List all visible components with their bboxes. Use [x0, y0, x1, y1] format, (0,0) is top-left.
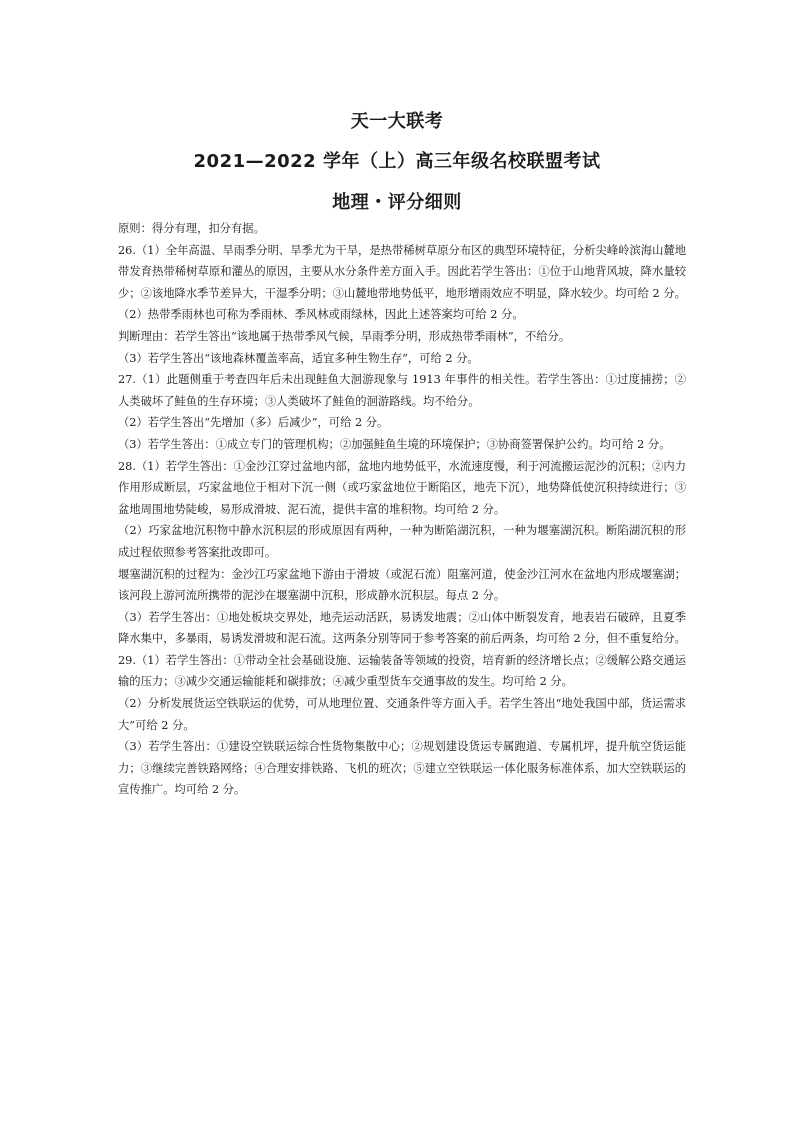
paragraph-q27-1: 27.（1）此题侧重于考查四年后未出现鲑鱼大洄游现象与 1913 年事件的相关性。若学生答出：①过度捕捞；②人类破坏了鲑鱼的生存环境；③人类破坏了鲑鱼的洄游路线。均不给分。 [118, 373, 686, 408]
paragraph-q29-2: （2）分析发展货运空铁联运的优势，可从地理位置、交通条件等方面入手。若学生答出“地处我国中部，货运需求大”可给 2 分。 [118, 697, 686, 732]
paragraph-q27-3: （3）若学生答出：①成立专门的管理机构；②加强鲑鱼生境的环境保护；③协商签署保护公约。均可给 2 分。 [118, 437, 671, 451]
paragraph-q26-1: 26.（1）全年高温、旱雨季分明、旱季尤为干旱，是热带稀树草原分布区的典型环境特征，分析尖峰岭滨海山麓地带发育热带稀树草原和灌丛的原因，主要从水分条件差方面入手。因此若学生答出：①位于山地背风坡，降水量较少；②该地降水季节差异大，干湿季分明；③山麓地带地势低平，地形增雨效应不明显，降水较少。均可给 2 分。 [118, 243, 686, 300]
paragraph-q27-2: （2）若学生答出“先增加（多）后减少”，可给 2 分。 [118, 416, 389, 430]
paragraph-q28-2-process: 堰塞湖沉积的过程为：金沙江巧家盆地下游由于滑坡（或泥石流）阻塞河道，使金沙江河水在盆地内形成堰塞湖；该河段上游河流所携带的泥沙在堰塞湖中沉积，形成静水沉积层。每点 2 分。 [118, 567, 686, 603]
paragraph-q28-3: （3）若学生答出：①地处板块交界处，地壳运动活跃，易诱发地震；②山体中断裂发育，地表岩石破碎，且夏季降水集中，多暴雨，易诱发滑坡和泥石流。这两条分别等同于参考答案的前后两条，均可给 2 分，但不重复给分。 [118, 610, 686, 646]
subject-title: 地理・评分细则 [332, 192, 462, 213]
paragraph-q26-3: （3）若学生答出“该地森林覆盖率高，适宜多种生物生存”，可给 2 分。 [118, 351, 479, 365]
paragraph-q29-1: 29.（1）若学生答出：①带动全社会基础设施、运输装备等领域的投资，培育新的经济增长点；②缓解公路交通运输的压力；③减少交通运输能耗和碳排放；④减少重型货车交通事故的发生。均可给 2 分。 [118, 653, 686, 689]
document-body [118, 218, 686, 801]
paragraph-q26-2-reason: 判断理由：若学生答出“该地属于热带季风气候，旱雨季分明，形成热带季雨林”，不给分。 [118, 329, 571, 343]
paragraph-principle: 原则：得分有理，扣分有据。 [118, 222, 265, 235]
paragraph-q26-2: （2）热带季雨林也可称为季雨林、季风林或雨绿林，因此上述答案均可给 2 分。 [118, 308, 524, 322]
exam-organizer-title: 天一大联考 [350, 111, 444, 132]
paragraph-q28-2: （2）巧家盆地沉积物中静水沉积层的形成原因有两种，一种为断陷湖沉积，一种为堰塞湖沉积。断陷湖沉积的形成过程依照参考答案批改即可。 [118, 524, 686, 559]
paragraph-q29-3: （3）若学生答出：①建设空铁联运综合性货物集散中心；②规划建设货运专属跑道、专属机坪，提升航空货运能力；③继续完善铁路网络；④合理安排铁路、飞机的班次；⑤建立空铁联运一体化服务标准体系，加大空铁联运的宣传推广。均可给 2 分。 [118, 740, 686, 797]
exam-name-title: 2021—2022 学年（上）高三年级名校联盟考试 [193, 151, 601, 172]
paragraph-q28-1: 28.（1）若学生答出：①金沙江穿过盆地内部，盆地内地势低平，水流速度慢，利于河流搬运泥沙的沉积；②内力作用形成断层，巧家盆地位于相对下沉一侧（或巧家盆地位于断陷区，地壳下沉），地势降低使沉积持续进行；③盆地周围地势陡峻，易形成滑坡、泥石流，提供丰富的堆积物。均可给 2 分。 [118, 459, 686, 516]
